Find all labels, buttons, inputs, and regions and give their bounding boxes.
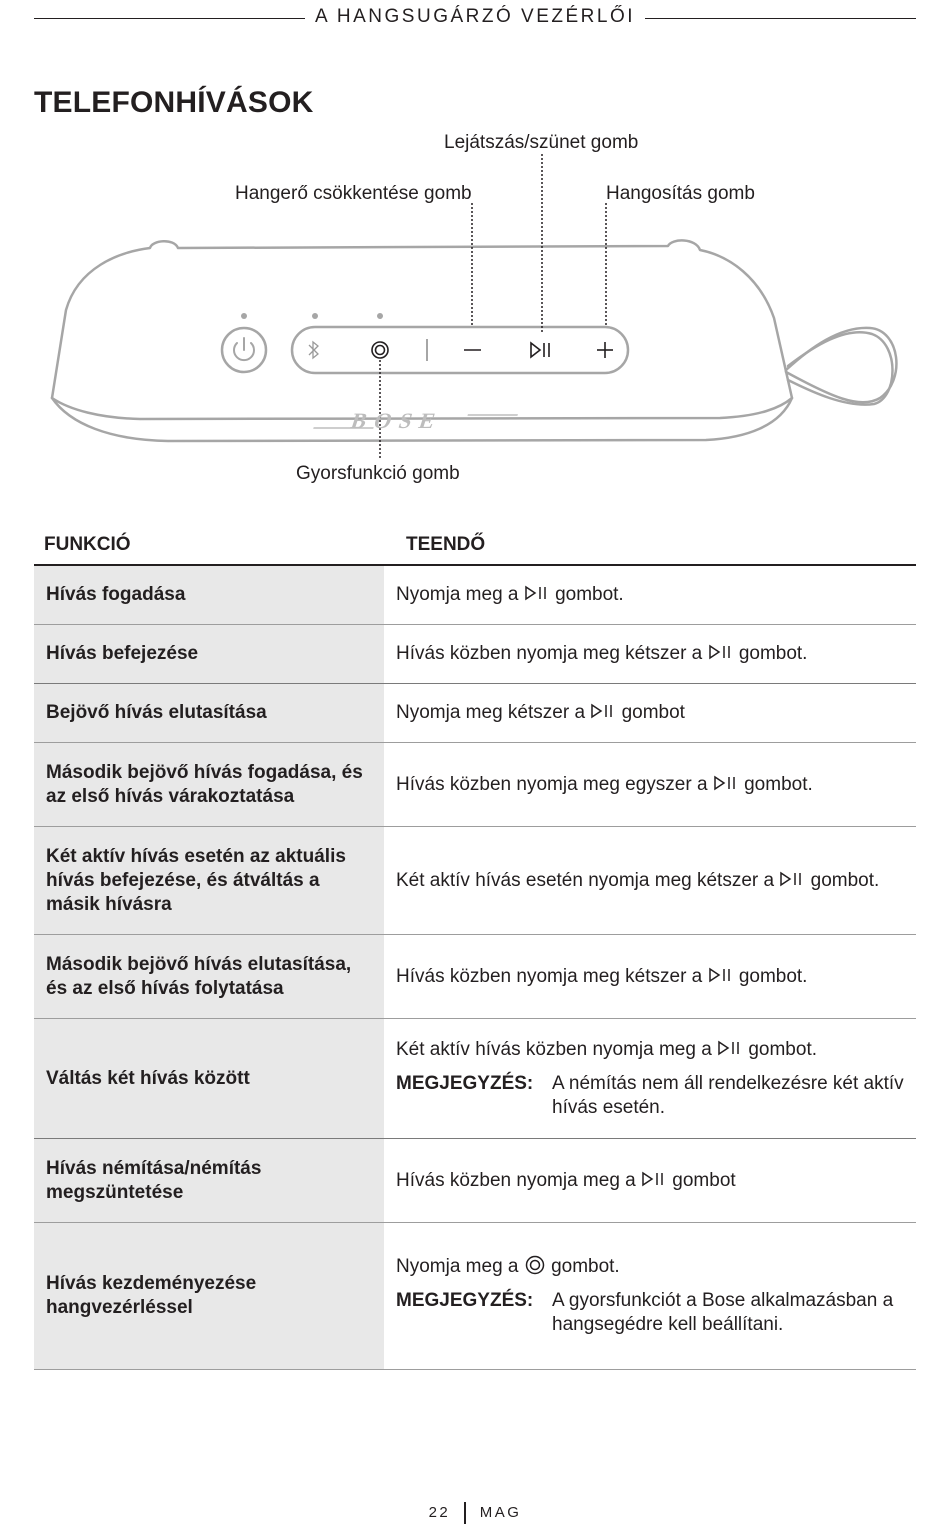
bluetooth-indicator — [312, 313, 318, 319]
note-label: MEGJEGYZÉS: — [396, 1072, 534, 1094]
callout-shortcut: Gyorsfunkció gomb — [296, 463, 460, 484]
control-strip — [292, 327, 628, 373]
table-row — [34, 1223, 916, 1370]
action-text-post: gombot. — [748, 1038, 817, 1060]
shortcut-indicator — [377, 313, 383, 319]
bose-logo-text: BOSE — [347, 408, 447, 433]
table-row — [34, 827, 916, 935]
header-action: TEENDŐ — [406, 534, 486, 555]
action-text-pre: Nyomja meg kétszer a — [396, 702, 586, 723]
action-text — [396, 965, 904, 989]
function-cell: Váltás két hívás között — [34, 1019, 384, 1138]
table-row — [34, 1019, 916, 1139]
play-pause-icon — [708, 967, 734, 983]
functions-table — [34, 530, 916, 1370]
action-text — [396, 1255, 904, 1279]
action-text-pre: Nyomja meg a — [396, 584, 519, 605]
table-header — [34, 530, 916, 566]
action-text — [396, 701, 904, 725]
function-cell: Hívás fogadása — [34, 566, 384, 624]
action-cell — [384, 684, 916, 742]
action-text-post: gombot. — [810, 869, 880, 891]
action-cell — [384, 743, 916, 826]
speaker-diagram — [0, 0, 950, 520]
play-pause-icon — [531, 343, 549, 357]
action-text — [396, 869, 904, 893]
action-text-post: gombot — [672, 1169, 736, 1191]
note — [396, 1072, 904, 1120]
footer-separator — [464, 1502, 466, 1524]
note-label: MEGJEGYZÉS: — [396, 1290, 534, 1311]
action-text-pre: Két aktív hívás esetén nyomja meg kétszer a — [396, 869, 775, 891]
header-function: FUNKCIÓ — [44, 534, 131, 555]
shortcut-icon — [372, 342, 388, 358]
action-text-post: gombot. — [738, 965, 808, 987]
action-cell — [384, 1019, 916, 1138]
page-number: 22 — [428, 1503, 451, 1521]
play-pause-icon — [641, 1171, 667, 1187]
action-text-pre: Hívás közben nyomja meg a — [396, 1169, 636, 1191]
action-cell — [384, 1223, 916, 1369]
action-text-pre: Nyomja meg a — [396, 1256, 519, 1277]
note — [396, 1289, 904, 1337]
function-cell: Két aktív hívás esetén az aktuális hívás befejezése, és átváltás a másik hívásra — [34, 827, 384, 934]
action-text — [396, 642, 904, 666]
plus-icon — [597, 342, 613, 358]
section-header: A HANGSUGÁRZÓ VEZÉRLŐI — [0, 6, 950, 28]
table-row — [34, 684, 916, 743]
bluetooth-icon — [309, 342, 318, 358]
action-text-pre: Hívás közben nyomja meg kétszer a — [396, 965, 703, 987]
callout-play-pause: Lejátszás/szünet gomb — [444, 132, 639, 153]
table-row — [34, 935, 916, 1019]
action-text-post: gombot. — [738, 643, 808, 664]
action-cell — [384, 935, 916, 1018]
action-text-pre: Hívás közben nyomja meg kétszer a — [396, 643, 703, 664]
table-row — [34, 566, 916, 625]
action-text-post: gombot. — [551, 1256, 620, 1277]
play-pause-icon — [524, 585, 550, 601]
table-row — [34, 743, 916, 827]
action-cell — [384, 566, 916, 624]
action-cell — [384, 625, 916, 683]
power-icon — [234, 338, 254, 360]
note-text: A némítás nem áll rendelkezésre két aktív hívás esetén. — [552, 1072, 904, 1118]
power-indicator — [241, 313, 247, 319]
callout-volume-down: Hangerő csökkentése gomb — [235, 183, 472, 204]
play-pause-icon — [713, 775, 739, 791]
language-code: MAG — [479, 1503, 522, 1521]
action-text-post: gombot — [621, 702, 685, 723]
table-row — [34, 625, 916, 684]
action-text-post: gombot. — [744, 773, 813, 795]
action-cell — [384, 827, 916, 934]
action-cell — [384, 1139, 916, 1222]
function-cell: Második bejövő hívás elutasítása, és az első hívás folytatása — [34, 935, 384, 1018]
page-footer — [0, 1502, 950, 1524]
page-title: TELEFONHÍVÁSOK — [34, 86, 314, 119]
function-cell: Második bejövő hívás fogadása, és az első hívás várakoztatása — [34, 743, 384, 826]
action-text-pre: Két aktív hívás közben nyomja meg a — [396, 1038, 712, 1060]
play-pause-icon — [779, 871, 805, 887]
play-pause-icon — [708, 644, 734, 660]
shortcut-icon — [524, 1255, 546, 1275]
action-text — [396, 1038, 904, 1062]
function-cell: Bejövő hívás elutasítása — [34, 684, 384, 742]
callout-volume-up: Hangosítás gomb — [606, 183, 755, 204]
play-pause-icon — [717, 1040, 743, 1056]
table-row — [34, 1139, 916, 1223]
bose-logo — [312, 409, 520, 433]
action-text-pre: Hívás közben nyomja meg egyszer a — [396, 773, 708, 795]
function-cell: Hívás kezdeményezése hangvezérléssel — [34, 1223, 384, 1369]
action-text — [396, 773, 904, 797]
action-text-post: gombot. — [555, 584, 624, 605]
action-text — [396, 1169, 904, 1193]
function-cell: Hívás némítása/némítás megszüntetése — [34, 1139, 384, 1222]
function-cell: Hívás befejezése — [34, 625, 384, 683]
table-body — [34, 566, 916, 1370]
play-pause-icon — [590, 703, 616, 719]
note-text: A gyorsfunkciót a Bose alkalmazásban a hangsegédre kell beállítani. — [552, 1290, 894, 1335]
action-text — [396, 583, 904, 607]
